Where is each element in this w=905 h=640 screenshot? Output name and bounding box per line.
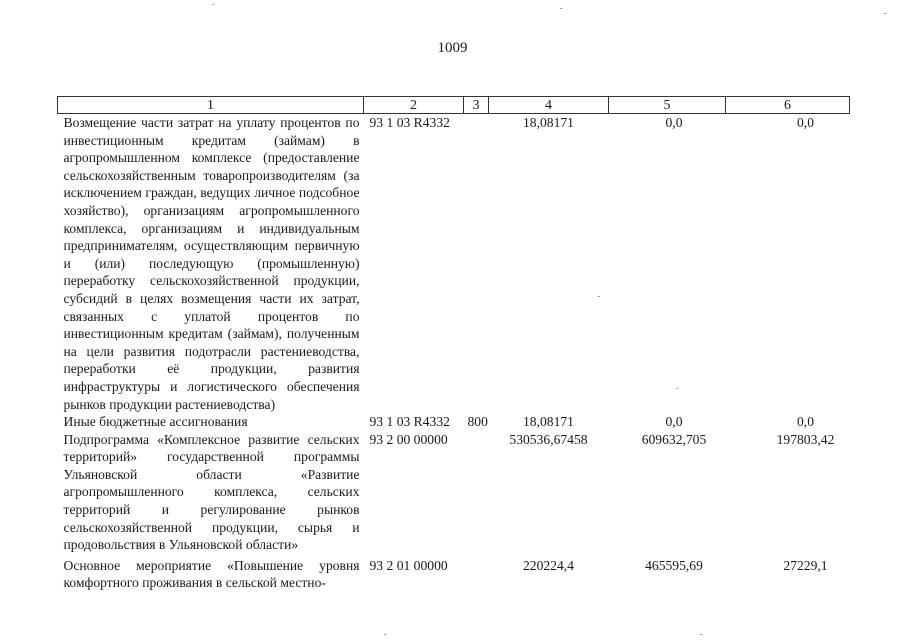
row-value-col6: 27229,1: [783, 557, 828, 573]
row-value-col6: 0,0: [797, 414, 814, 430]
row-expense-type: [464, 431, 489, 554]
column-header-6: 6: [726, 97, 850, 114]
row-code: 93 1 03 R4332: [369, 115, 450, 130]
row-value-col6: 197803,42: [776, 431, 835, 447]
table-row: [58, 554, 850, 592]
row-value-col4: 220224,4: [523, 557, 574, 573]
table-row: [58, 114, 850, 414]
table-header-row: [58, 97, 850, 114]
scan-speck: [676, 388, 678, 389]
row-value-col5: 465595,69: [645, 557, 703, 573]
scan-speck: [700, 634, 702, 635]
row-value-col5: 0,0: [665, 115, 683, 130]
row-name: Возмещение части затрат на уплату процентов по инвестиционным кредитам (займам) в агропромышленном комплексе (предоставление сельскохозяйственным товаропроизводителям (за исключением граждан, ведущих личное подсобное хозяйство), организациям агропромышленного комплекса, организациям и индивидуальным предпринимателям, осуществляющим первичную и (или) последующую (промышленную) переработку сельскохозяйственной продукции, субсидий в целях возмещения части их затрат, связанных с уплатой процентов по инвестиционным кредитам (займам), полученным на цели развития подотрасли растениеводства, переработки её продукции, развития инфраструктуры и логистического обеспечения рынков продукции растениеводства): [63, 115, 360, 412]
row-expense-type: 800: [467, 414, 488, 430]
column-header-2: 2: [364, 97, 464, 114]
row-expense-type: [464, 554, 489, 592]
row-name: Подпрограмма «Комплексное развитие сельских территорий» государственной программы Ульяновской области «Развитие агропромышленного комплекса, сельских территорий и регулирование рынков сельскохозяйственной продукции, сырья и продовольствия в Ульяновской области»: [63, 431, 360, 553]
column-header-1: 1: [58, 97, 364, 114]
scan-speck: [212, 4, 214, 5]
row-value-col4: 18,08171: [523, 414, 574, 430]
row-value-col5: 0,0: [665, 414, 683, 430]
column-header-5: 5: [609, 97, 726, 114]
scan-speck: [884, 13, 886, 14]
row-code: 93 2 01 00000: [369, 557, 448, 573]
table-row: [58, 413, 850, 431]
scan-speck: [598, 296, 600, 297]
row-value-col6: 0,0: [797, 115, 814, 130]
row-code: 93 1 03 R4332: [369, 414, 450, 430]
row-expense-type: [464, 114, 489, 414]
row-name: Основное мероприятие «Повышение уровня комфортного проживания в сельской местно-: [63, 557, 360, 591]
page-number: 1009: [437, 40, 468, 56]
row-value-col4: 18,08171: [523, 115, 574, 130]
row-value-col4: 530536,67458: [509, 431, 588, 447]
row-value-col5: 609632,705: [641, 431, 707, 447]
row-name: Иные бюджетные ассигнования: [63, 414, 248, 430]
scan-speck: [560, 8, 562, 9]
table-row: [58, 431, 850, 554]
column-header-3: 3: [464, 97, 489, 114]
budget-table: [57, 96, 850, 592]
row-code: 93 2 00 00000: [369, 431, 448, 447]
column-header-4: 4: [489, 97, 609, 114]
scan-speck: [384, 634, 386, 635]
